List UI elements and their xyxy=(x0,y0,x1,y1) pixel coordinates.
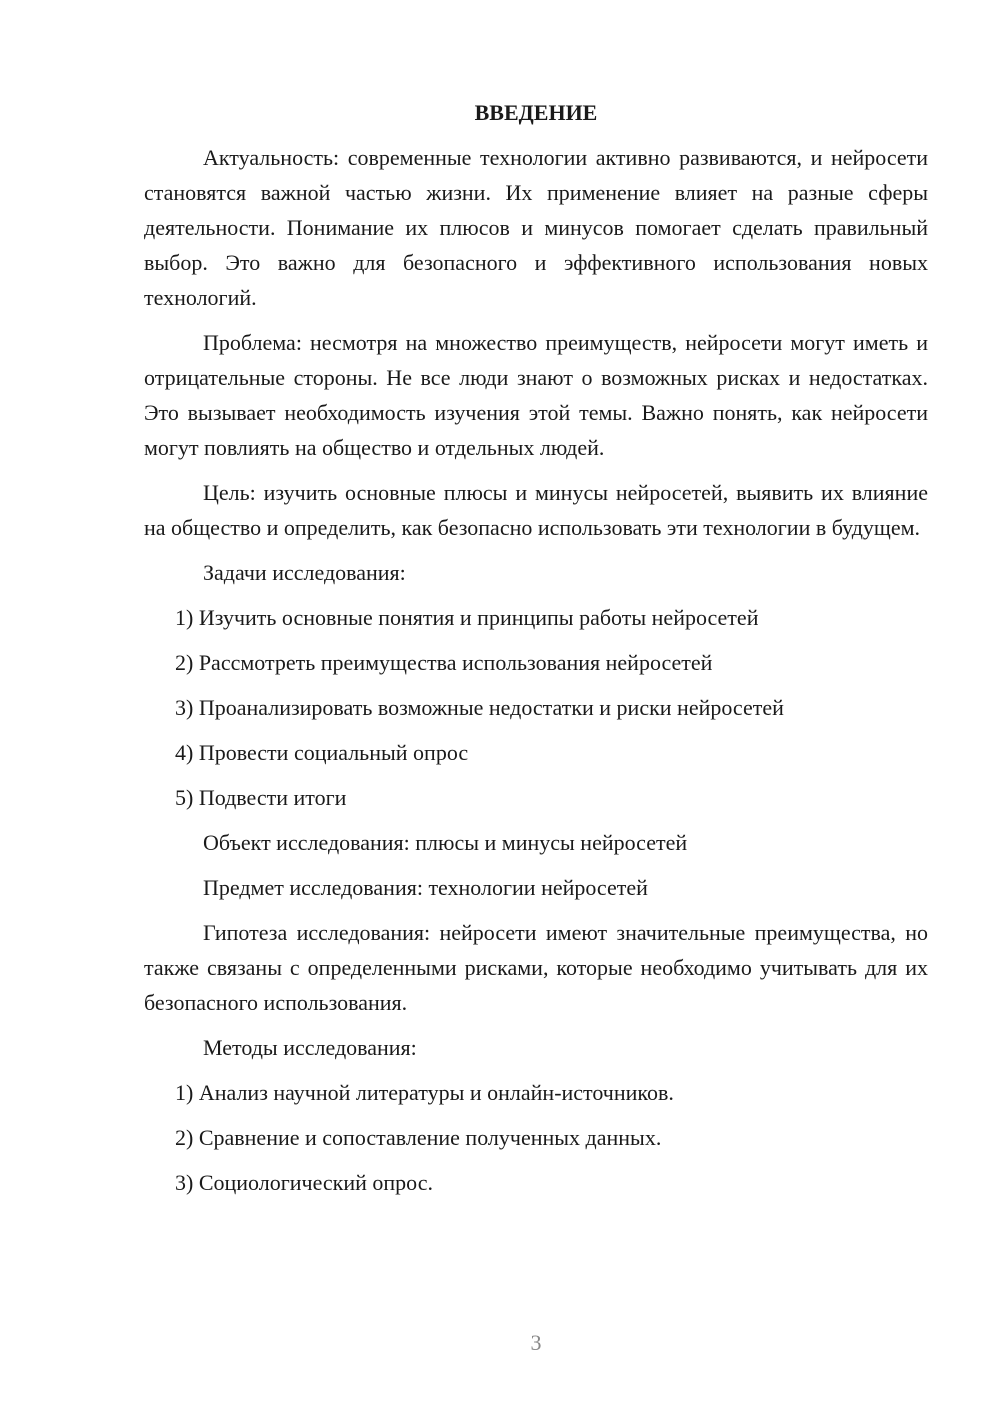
task-item-2: 2) Рассмотреть преимущества использования нейросетей xyxy=(175,650,713,675)
relevance-paragraph: Актуальность: современные технологии активно развиваются, и нейросети становятся важной частью жизни. Их применение влияет на разные сферы деятельности. Понимание их плюсов и минусов помогает сделать правильный выбор. Это важно для безопасного и эффективного использования новых технологий. xyxy=(144,145,928,310)
document-page xyxy=(144,95,928,1210)
task-item-3: 3) Проанализировать возможные недостатки и риски нейросетей xyxy=(175,695,784,720)
research-subject: Предмет исследования: технологии нейросетей xyxy=(203,875,648,900)
method-item-2: 2) Сравнение и сопоставление полученных данных. xyxy=(175,1125,662,1150)
tasks-heading: Задачи исследования: xyxy=(203,560,406,585)
problem-paragraph: Проблема: несмотря на множество преимуществ, нейросети могут иметь и отрицательные стороны. Не все люди знают о возможных рисках и недостатках. Это вызывает необходимость изучения этой темы. Важно понять, как нейросети могут повлиять на общество и отдельных людей. xyxy=(144,330,928,460)
goal-paragraph: Цель: изучить основные плюсы и минусы нейросетей, выявить их влияние на общество и определить, как безопасно использовать эти технологии в будущем. xyxy=(144,480,928,540)
page-number: 3 xyxy=(530,1330,542,1355)
research-object: Объект исследования: плюсы и минусы нейросетей xyxy=(203,830,688,855)
task-item-5: 5) Подвести итоги xyxy=(175,785,347,810)
page-title: ВВЕДЕНИЕ xyxy=(474,100,598,125)
method-item-1: 1) Анализ научной литературы и онлайн-источников. xyxy=(175,1080,674,1105)
methods-heading: Методы исследования: xyxy=(203,1035,417,1060)
method-item-3: 3) Социологический опрос. xyxy=(175,1170,433,1195)
task-item-4: 4) Провести социальный опрос xyxy=(175,740,469,765)
hypothesis-paragraph: Гипотеза исследования: нейросети имеют значительные преимущества, но также связаны с определенными рисками, которые необходимо учитывать для их безопасного использования. xyxy=(144,920,928,1015)
task-item-1: 1) Изучить основные понятия и принципы работы нейросетей xyxy=(175,605,759,630)
